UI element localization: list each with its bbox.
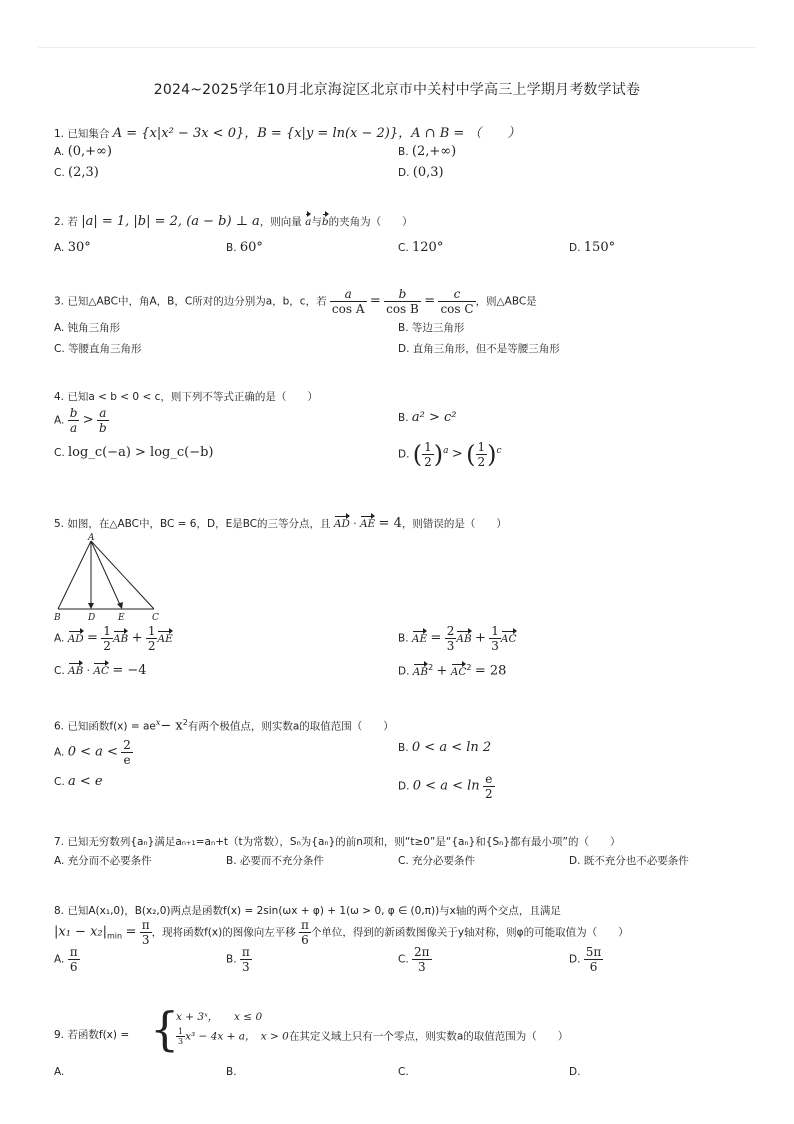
q7-option-c[interactable]: C. 充分必要条件 [398,855,476,867]
q9-case-2: $\frac{1}{3}$ x³ − 4x + a， x > 0在其定义域上只有一个零点，则实数a的取值范围为（ ） [178,1027,569,1046]
q3-option-d[interactable]: D. 直角三角形，但不是等腰三角形 [398,343,560,355]
q8-option-c[interactable]: C. $\frac{2\pi}{3}$ [398,945,430,974]
q4-option-c[interactable]: C. log_c(−a) > log_c(−b) [54,445,214,460]
q4-option-a[interactable]: A. $\frac{b}{a}$ > $\frac{a}{b}$ [54,406,107,435]
label-A: A [88,533,95,543]
q5-option-b[interactable]: B. AE = $\frac{2}{3}$ AB + $\frac{1}{3}$ AC [398,624,517,653]
q8-option-d[interactable]: D. $\frac{5\pi}{6}$ [569,945,602,974]
q6-option-d[interactable]: D. 0 < a < ln $\frac{e}{2}$ [398,772,493,801]
q4-stem: 4. 已知a < b < 0 < c，则下列不等式正确的是（ ） [54,391,318,403]
q8-option-a[interactable]: A. $\frac{\pi}{6}$ [54,945,78,974]
q5-option-d[interactable]: D. $AB^2 + AC^2 = 28$ [398,663,507,679]
piecewise-brace: { [150,1002,180,1056]
label-D: D [88,613,96,623]
q2-stem: 2. 若 |a| = 1, |b| = 2, (a − b) ⊥ a，则向量 a与b的夹角为（ ） [54,214,413,229]
exam-title: 2024~2025学年10月北京海淀区北京市中关村中学高三上学期月考数学试卷 [153,82,641,98]
q3-option-a[interactable]: A. 钝角三角形 [54,322,121,334]
q6-option-c[interactable]: C. a < e [54,774,103,789]
q2-option-d[interactable]: D. 150° [569,240,616,255]
q3-stem: 3. 已知△ABC中，角A，B，C所对的边分别为a，b，c，若 $\frac{a}{\text{cos A}}$ = $\frac{b}{\text{cos B}}$ = $\frac{c}{\text{cos C}}$ ，则△ABC是 [54,287,537,316]
label-B: B [54,613,61,623]
q2-option-a[interactable]: A. 30° [54,240,91,255]
q6-option-a[interactable]: A. 0 < a < $\frac{2}{e}$ [54,738,131,767]
q3-option-c[interactable]: C. 等腰直角三角形 [54,343,142,355]
q9-option-c[interactable]: C. [398,1066,409,1078]
header-divider [38,47,756,48]
label-C: C [152,613,159,623]
q1-option-b[interactable]: B. (2,+∞) [398,144,457,159]
q7-option-a[interactable]: A. 充分而不必要条件 [54,855,152,867]
q7-stem: 7. 已知无穷数列{aₙ}满足aₙ₊₁=aₙ+t（t为常数），Sₙ为{aₙ}的前n项和，则“t≥0”是“{aₙ}和{Sₙ}都有最小项”的（ ） [54,836,621,848]
label-E: E [118,613,125,623]
q6-option-b[interactable]: B. 0 < a < ln 2 [398,740,492,755]
q9-option-a[interactable]: A. [54,1066,65,1078]
q7-option-d[interactable]: D. 既不充分也不必要条件 [569,855,689,867]
q8-option-b[interactable]: B. $\frac{\pi}{3}$ [226,945,250,974]
q9-option-d[interactable]: D. [569,1066,581,1078]
q1-option-a[interactable]: A. (0,+∞) [54,144,112,159]
q4-option-b[interactable]: B. a² > c² [398,410,457,425]
q1-stem: 1. 已知集合 A = {x|x² − 3x < 0}，B = {x|y = ln(x − 2)}，A ∩ B = （ ） [54,126,521,141]
q7-option-b[interactable]: B. 必要而不充分条件 [226,855,324,867]
q5-triangle-figure [52,532,167,624]
q8-stem-line2: $|x_1 - x_2|_{min}$ = $\frac{\pi}{3}$ ，现将函数f(x)的图像向左平移 $\frac{\pi}{6}$ 个单位，得到的新函数图像关于y轴对称，则φ的可能取值为（ ） [54,918,629,947]
q5-stem: 5. 如图，在△ABC中，BC = 6，D，E是BC的三等分点，且 AD · AE = 4，则错误的是（ ） [54,516,507,531]
frac-b-cosB: $\frac{b}{\text{cos B}}$ [386,287,419,316]
frac-c-cosC: $\frac{c}{\text{cos C}}$ [440,287,474,316]
q2-option-c[interactable]: C. 120° [398,240,444,255]
q9-stem-lead: 9. 若函数f(x) = [54,1029,130,1041]
q5-option-a[interactable]: A. AD = $\frac{1}{2}$ AB + $\frac{1}{2}$ AE [54,624,173,653]
q2-option-b[interactable]: B. 60° [226,240,263,255]
frac-a-cosA: $\frac{a}{\text{cos A}}$ [331,287,365,316]
q5-option-c[interactable]: C. AB · AC = −4 [54,663,147,678]
q4-option-d[interactable]: D. ( $\frac{1}{2}$ )$^a$ > ( $\frac{1}{2}$ )$^c$ [398,440,502,469]
q9-case-1: x + 3ˣ， x ≤ 0 [176,1011,263,1023]
q6-stem: 6. 已知函数$f(x) = ae^x- x^2$有两个极值点，则实数a的取值范围（ ） [54,718,394,734]
q1-option-d[interactable]: D. (0,3) [398,165,444,180]
q8-stem-line1: 8. 已知A(x₁,0)，B(x₂,0)两点是函数f(x) = 2sin(ωx + φ) + 1(ω > 0, φ ∈ (0,π))与x轴的两个交点，且满足 [54,905,561,917]
q9-option-b[interactable]: B. [226,1066,237,1078]
q3-option-b[interactable]: B. 等边三角形 [398,322,465,334]
q1-option-c[interactable]: C. (2,3) [54,165,99,180]
